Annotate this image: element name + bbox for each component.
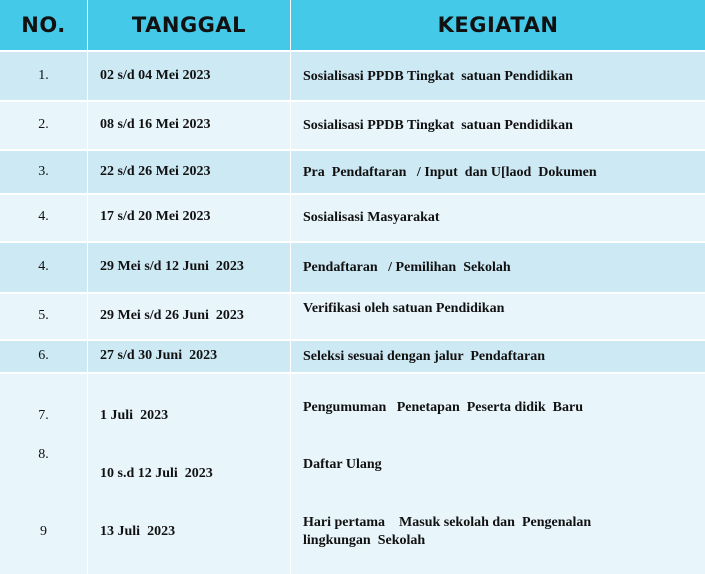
row-activity: Pengumuman Penetapan Peserta didik Baru [303, 400, 584, 415]
row-activity: Verifikasi oleh satuan Pendidikan [303, 301, 505, 316]
row-activity: Pendaftaran / Pemilihan Sekolah [303, 260, 511, 275]
row-number: 6. [38, 348, 49, 363]
row-activity: Pra Pendaftaran / Input dan U[laod Dokumen [303, 165, 597, 180]
row-activity: Sosialisasi PPDB Tingkat satuan Pendidikan [303, 118, 573, 133]
row-date: 10 s.d 12 Juli 2023 [100, 466, 213, 481]
row-date: 29 Mei s/d 12 Juni 2023 [100, 259, 244, 274]
row-number: 9 [40, 524, 47, 539]
row-date: 13 Juli 2023 [100, 524, 176, 539]
column-divider [290, 0, 291, 574]
header-tanggal: TANGGAL [131, 13, 247, 37]
row-activity: Seleksi sesuai dengan jalur Pendaftaran [303, 349, 546, 364]
header-kegiatan: KEGIATAN [437, 13, 559, 37]
column-divider [87, 0, 88, 574]
row-activity: Sosialisasi Masyarakat [303, 210, 440, 225]
row-date: 1 Juli 2023 [100, 408, 169, 423]
row-number: 5. [38, 308, 49, 323]
row-activity: Sosialisasi PPDB Tingkat satuan Pendidikan [303, 69, 573, 84]
row-date: 08 s/d 16 Mei 2023 [100, 117, 211, 132]
row-number: 2. [38, 117, 49, 132]
row-number: 3. [38, 164, 49, 179]
row-date: 17 s/d 20 Mei 2023 [100, 209, 211, 224]
row-date: 29 Mei s/d 26 Juni 2023 [100, 308, 244, 323]
header-no: NO. [21, 13, 66, 37]
row-number: 4. [38, 209, 49, 224]
row-date: 27 s/d 30 Juni 2023 [100, 348, 218, 363]
row-date: 02 s/d 04 Mei 2023 [100, 68, 211, 83]
row-number: 7. [38, 408, 49, 423]
row-number: 1. [38, 68, 49, 83]
table-header [0, 0, 705, 50]
row-activity: Daftar Ulang [303, 457, 382, 472]
row-number: 8. [38, 447, 49, 462]
row-number: 4. [38, 259, 49, 274]
row-activity: Hari pertama Masuk sekolah dan Pengenalan lingkungan Sekolah [303, 515, 595, 548]
row-date: 22 s/d 26 Mei 2023 [100, 164, 211, 179]
